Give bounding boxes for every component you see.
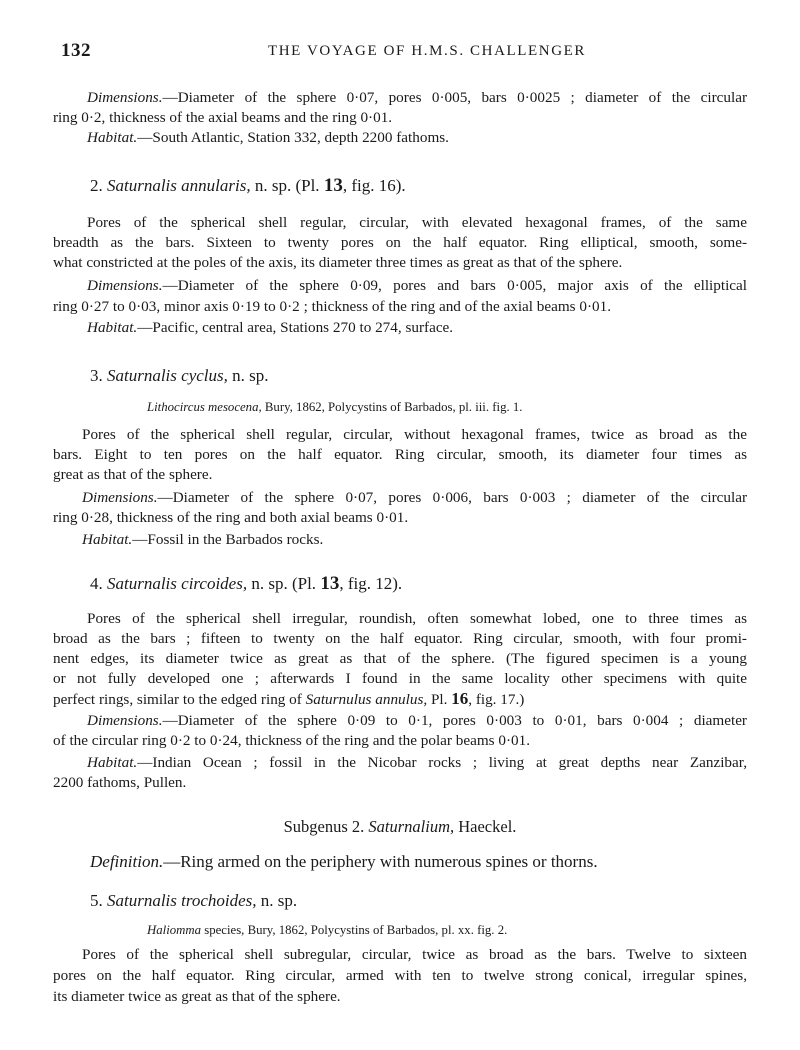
paragraph-line: ring 0·2, thickness of the axial beams and the ring 0·01. — [53, 109, 393, 126]
species-heading — [90, 891, 297, 911]
paragraph-line: pores on the half equator. Ring circular, armed with ten to twelve strong conical, irregular spines, — [53, 967, 747, 984]
paragraph-line: or not fully developed one ; afterwards I found in the same locality other specimens with quite — [53, 670, 747, 687]
paragraph-line: ring 0·28, thickness of the ring and both axial beams 0·01. — [53, 509, 409, 526]
figure-ref: , fig. 16). — [342, 176, 406, 195]
habitat-text: —South Atlantic, Station 332, depth 2200 fathoms. — [137, 129, 449, 146]
subgenus-name: Saturnalium, — [368, 817, 455, 836]
paragraph-line — [53, 689, 747, 710]
text-run: Subgenus 2. — [283, 817, 369, 836]
plate-number: 13 — [323, 175, 343, 196]
species-note: n. sp. — [256, 891, 298, 910]
paragraph-line — [87, 88, 747, 108]
paragraph-line — [82, 530, 323, 550]
text-run: , fig. 17.) — [468, 691, 525, 708]
text-run: perfect rings, similar to the edged ring of — [53, 691, 306, 708]
paragraph-line: nent edges, its diameter twice as great as that of the sphere. (The figured specimen is a young — [53, 650, 747, 667]
habitat-text: —Indian Ocean ; fossil in the Nicobar rocks ; living at great depths near Zanzibar, — [137, 754, 747, 771]
habitat-label: Habitat. — [82, 531, 133, 548]
paragraph-line — [87, 318, 747, 338]
plate-number: 16 — [451, 689, 469, 708]
paragraph-line: breadth as the bars. Sixteen to twenty pores on the half equator. Ring elliptical, smooth, some- — [53, 234, 747, 251]
species-heading — [90, 574, 402, 594]
paragraph-line: Pores of the spherical shell irregular, roundish, often somewhat lobed, one to three times as — [87, 610, 747, 627]
citation-text: species, Bury, 1862, Polycystins of Barbados, pl. xx. fig. 2. — [201, 923, 508, 937]
paragraph-line — [87, 128, 747, 148]
dimensions-text: —Diameter of the sphere 0·07, pores 0·005, bars 0·0025 ; diameter of the circular — [162, 89, 747, 106]
figure-ref: , fig. 12). — [339, 574, 403, 593]
paragraph-line: Pores of the spherical shell regular, circular, with elevated hexagonal frames, of the same — [87, 214, 747, 231]
paragraph-line — [82, 488, 747, 508]
species-name: Saturnalis trochoides, — [107, 891, 257, 910]
paragraph-line — [87, 753, 747, 773]
habitat-label: Habitat. — [87, 129, 138, 146]
paragraph-line: bars. Eight to ten pores on the half equator. Ring circular, smooth, its diameter four times as — [53, 446, 747, 463]
paragraph-line: its diameter twice as great as that of the sphere. — [53, 988, 341, 1005]
citation — [147, 920, 507, 940]
species-note: n. sp. (Pl. — [250, 176, 324, 195]
paragraph-line — [87, 276, 747, 296]
citation — [147, 397, 522, 417]
species-note: n. sp. — [227, 366, 269, 385]
habitat-label: Habitat. — [87, 754, 138, 771]
species-note: n. sp. (Pl. — [247, 574, 321, 593]
paragraph-line: of the circular ring 0·2 to 0·24, thickness of the ring and the polar beams 0·01. — [53, 732, 531, 749]
plate-number: 13 — [320, 573, 340, 594]
species-number: 3. — [90, 366, 103, 385]
citation-name: Lithocircus mesocena, — [147, 400, 262, 414]
subgenus-heading — [0, 817, 800, 837]
dimensions-text: —Diameter of the sphere 0·09 to 0·1, pores 0·003 to 0·01, bars 0·004 ; diameter — [162, 712, 747, 729]
paragraph-line: ring 0·27 to 0·03, minor axis 0·19 to 0·2 ; thickness of the ring and of the axial beams 0·01. — [53, 298, 612, 315]
species-number: 2. — [90, 176, 103, 195]
dimensions-label: Dimensions. — [87, 89, 163, 106]
species-name: Saturnalis annularis, — [107, 176, 251, 195]
paragraph-line: broad as the bars ; fifteen to twenty on the half equator. Ring circular, smooth, with four promi- — [53, 630, 747, 647]
text-run: Haeckel. — [454, 817, 517, 836]
text-run: Pl. — [427, 691, 452, 708]
citation-name: Haliomma — [147, 923, 202, 937]
habitat-label: Habitat. — [87, 319, 138, 336]
paragraph-line: great as that of the sphere. — [53, 466, 213, 483]
dimensions-text: —Diameter of the sphere 0·07, pores 0·006, bars 0·003 ; diameter of the circular — [157, 489, 747, 506]
habitat-text: —Fossil in the Barbados rocks. — [132, 531, 324, 548]
species-name: Saturnulus annulus, — [305, 691, 428, 708]
paragraph-line: 2200 fathoms, Pullen. — [53, 774, 187, 791]
dimensions-label: Dimensions. — [87, 712, 163, 729]
species-name: Saturnalis cyclus, — [107, 366, 228, 385]
paragraph-line: Pores of the spherical shell subregular, circular, twice as broad as the bars. Twelve to sixteen — [82, 946, 747, 963]
citation-text: Bury, 1862, Polycystins of Barbados, pl. iii. fig. 1. — [261, 400, 523, 414]
definition-label: Definition. — [90, 852, 164, 871]
page-number: 132 — [61, 40, 91, 61]
paragraph-line: what constricted at the poles of the axis, its diameter three times as great as that of the sphere. — [53, 254, 623, 271]
page-header — [61, 40, 753, 64]
dimensions-label: Dimensions. — [87, 277, 163, 294]
paragraph-line — [87, 711, 747, 731]
dimensions-text: —Diameter of the sphere 0·09, pores and bars 0·005, major axis of the elliptical — [162, 277, 747, 294]
species-name: Saturnalis circoides, — [107, 574, 248, 593]
definition — [90, 852, 598, 872]
definition-text: —Ring armed on the periphery with numerous spines or thorns. — [163, 852, 598, 871]
species-heading — [90, 176, 406, 196]
dimensions-label: Dimensions. — [82, 489, 158, 506]
running-title: THE VOYAGE OF H.M.S. CHALLENGER — [267, 43, 587, 59]
species-number: 5. — [90, 891, 103, 910]
species-heading — [90, 366, 269, 386]
paragraph-line: Pores of the spherical shell regular, circular, without hexagonal frames, twice as broad as the — [82, 426, 747, 443]
species-number: 4. — [90, 574, 103, 593]
habitat-text: —Pacific, central area, Stations 270 to 274, surface. — [137, 319, 454, 336]
